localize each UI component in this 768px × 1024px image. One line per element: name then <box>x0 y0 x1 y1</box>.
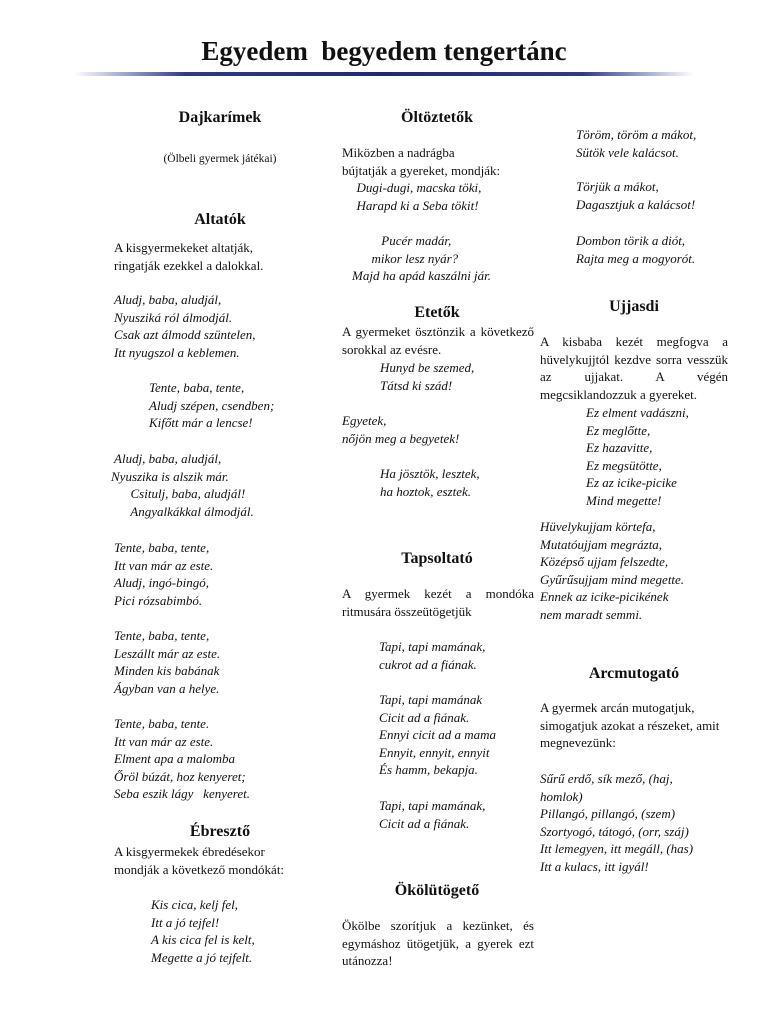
arcmutogato-verse: Sűrű erdő, sík mező, (haj, homlok) Pillangó, pillangó, (szem) Szortyogó, tátogó, (orr, száj) Itt lemegyen, itt megáll, (has) Itt a kulacs, itt igyál! <box>540 771 694 874</box>
altatok-verse-6: Tente, baba, tente. Itt van már az este. Elment apa a malomba Őröl búzát, hoz kenyeret; Seba eszik lágy kenyeret. <box>114 716 250 802</box>
section-ujjasdi-heading: Ujjasdi <box>609 298 659 315</box>
tapsoltato-verse-3: Tapi, tapi mamának, Cicit ad a fiának. <box>379 798 486 831</box>
oltoztetok-verse-2: Pucér madár, mikor lesz nyár? Majd ha apád kaszálni jár. <box>352 233 492 284</box>
etetok-verse-2: Egyetek, nőjön meg a begyetek! <box>342 413 460 446</box>
section-arcmutogato-heading: Arcmutogató <box>588 665 680 682</box>
mak-verse-1: Töröm, töröm a mákot, Sütök vele kalácsot. <box>576 127 697 160</box>
page-title: Egyedem begyedem tengertánc <box>201 36 567 66</box>
oltoztetok-verse-1: Dugi-dugi, macska töki, Harapd ki a Seba tökit! <box>356 180 482 213</box>
section-altatok-heading: Altatók <box>194 211 246 228</box>
title-divider <box>74 72 694 76</box>
oltoztetok-intro: Miközben a nadrágba bújtatják a gyereket, mondják: <box>342 145 501 178</box>
tapsoltato-verse-1: Tapi, tapi mamának, cukrot ad a fiának. <box>379 639 486 672</box>
mak-verse-3: Dombon törik a diót, Rajta meg a mogyorót. <box>576 233 696 266</box>
tapsoltato-intro: A gyermek kezét a mondóka ritmusára összeütögetjük <box>342 586 534 619</box>
etetok-verse-1: Hunyd be szemed, Tátsd ki szád! <box>380 360 475 393</box>
altatok-verse-5: Tente, baba, tente, Leszállt már az este. Minden kis babának Ágyban van a helye. <box>114 628 221 696</box>
okolutogeto-intro: Ökölbe szorítjuk a kezünket, és egymáshoz ütögetjük, a gyerek ezt utánozza! <box>342 918 534 969</box>
ebreszto-verse: Kis cica, kelj fel, Itt a jó tejfel! A kis cica fel is kelt, Megette a jó tejfelt. <box>151 897 255 965</box>
altatok-verse-1: Aludj, baba, aludjál, Nyusziká ról álmodjál. Csak azt álmodd szüntelen, Itt nyugszol a keblemen. <box>114 292 256 360</box>
section-dajkarimek-subtitle: (Ölbeli gyermek játékai) <box>163 153 277 165</box>
ujjasdi-verse-1: Ez elment vadászni, Ez meglőtte, Ez hazavitte, Ez megsütötte, Ez az icike-picike Mind megette! <box>586 405 689 508</box>
ebreszto-intro: A kisgyermekek ébredésekor mondják a következő mondókát: <box>114 844 285 877</box>
section-oltoztetok-heading: Öltöztetők <box>401 109 473 126</box>
altatok-intro: A kisgyermekeket altatják, ringatják ezekkel a dalokkal. <box>114 240 264 273</box>
section-etetok-heading: Etetők <box>414 304 460 321</box>
etetok-intro: A gyermeket ösztönzik a következő sorokkal az evésre. <box>342 324 534 357</box>
tapsoltato-verse-2: Tapi, tapi mamának Cicit ad a fiának. Ennyi cicit ad a mama Ennyit, ennyit, ennyit És hamm, bekapja. <box>379 692 496 778</box>
section-tapsoltato-heading: Tapsoltató <box>401 550 473 567</box>
altatok-verse-3: Aludj, baba, aludjál, Nyuszika is alszik már. Csitulj, baba, aludjál! Angyalkákkal álmodjál. <box>111 451 254 519</box>
etetok-verse-3: Ha jösztök, lesztek, ha hoztok, esztek. <box>380 466 480 499</box>
section-ebreszto-heading: Ébresztő <box>189 823 251 840</box>
altatok-verse-4: Tente, baba, tente, Itt van már az este. Aludj, ingó-bingó, Pici rózsabimbó. <box>114 540 214 608</box>
mak-verse-2: Törjük a mákot, Dagasztjuk a kalácsot! <box>576 179 696 212</box>
section-okolutogeto-heading: Ökölütögető <box>394 882 480 899</box>
altatok-verse-2: Tente, baba, tente, Aludj szépen, csendben; Kifőtt már a lencse! <box>149 380 275 431</box>
ujjasdi-intro: A kisbaba kezét megfogva a hüvelykujjtól kezdve sorra vesszük az ujjakat. A végén megcsiklandozzuk a gyereket. <box>540 334 728 402</box>
arcmutogato-intro: A gyermek arcán mutogatjuk, simogatjuk azokat a részeket, amit megnevezünk: <box>540 700 720 751</box>
section-dajkarimek-heading: Dajkarímek <box>178 109 262 126</box>
ujjasdi-verse-2: Hüvelykujjam körtefa, Mutatóujjam megrázta, Középső ujjam felszedte, Gyűrűsujjam mind megette. Ennek az icike-picikének nem maradt semmi. <box>540 519 685 622</box>
